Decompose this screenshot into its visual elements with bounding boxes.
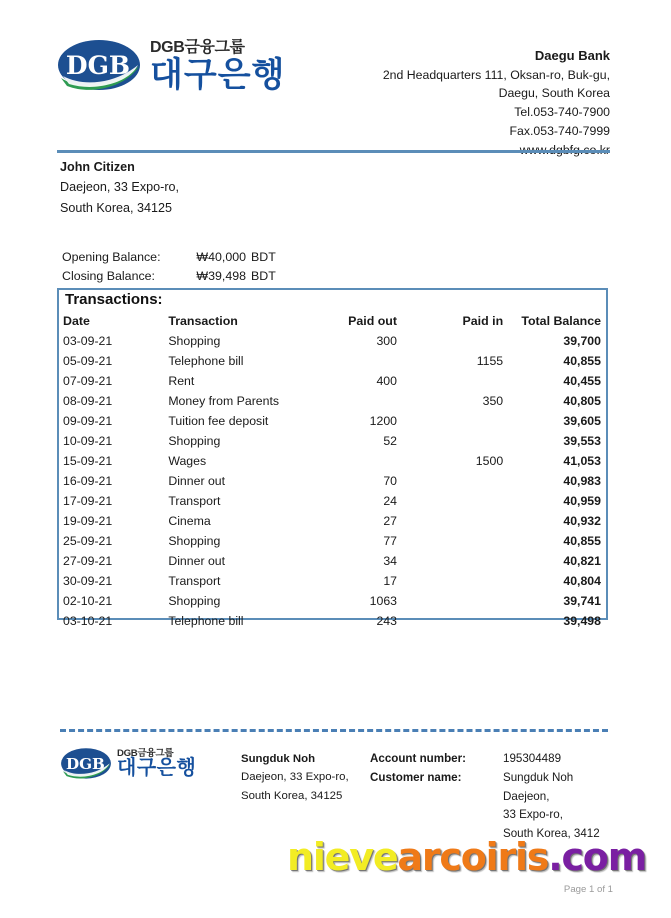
cell-paid-in — [415, 331, 515, 351]
cell-paid-out: 400 — [376, 374, 397, 388]
cell-total-balance: 39,741 — [563, 594, 601, 608]
bank-logo — [57, 38, 285, 94]
cell-paid-in — [415, 551, 515, 571]
cell-date: 19-09-21 — [63, 514, 113, 528]
cell-date: 07-09-21 — [63, 374, 113, 388]
bank-address-block — [383, 46, 610, 159]
table-row — [63, 411, 605, 431]
cell-total-balance: 40,821 — [563, 554, 601, 568]
table-row — [63, 611, 605, 631]
cell-date: 08-09-21 — [63, 394, 113, 408]
cell-paid-in: 1155 — [476, 354, 504, 368]
cell-transaction: Telephone bill — [168, 354, 244, 368]
account-details-labels — [370, 750, 503, 844]
customer-name-value: Sungduk Noh — [503, 770, 574, 784]
cell-date: 03-09-21 — [63, 334, 113, 348]
cell-paid-in — [415, 531, 515, 551]
account-holder-address-line-1: Daejeon, 33 Expo-ro, — [241, 771, 349, 784]
table-row — [63, 391, 605, 411]
column-header-paid-out: Paid out — [348, 314, 397, 328]
table-row — [63, 331, 605, 351]
cell-paid-in — [415, 571, 515, 591]
cell-date: 03-10-21 — [63, 614, 113, 628]
cell-paid-out: 300 — [376, 334, 397, 348]
table-row — [63, 511, 605, 531]
svg-text:DGB: DGB — [65, 51, 131, 80]
cell-transaction: Shopping — [168, 434, 221, 448]
transactions-title: Transactions: — [65, 291, 163, 308]
customer-address-line-2: South Korea, 34125 — [60, 200, 173, 215]
cell-transaction: Tuition fee deposit — [168, 414, 269, 428]
cell-total-balance: 40,932 — [563, 514, 601, 528]
table-row — [63, 451, 605, 471]
closing-balance-row — [62, 267, 276, 286]
dgb-logo-icon — [57, 38, 141, 94]
cell-date: 30-09-21 — [63, 574, 113, 588]
cell-paid-out: 77 — [383, 534, 397, 548]
customer-name: John Citizen — [60, 160, 135, 174]
column-header-paid-in: Paid in — [462, 314, 504, 328]
cell-date: 16-09-21 — [63, 474, 113, 488]
cell-paid-in: 350 — [482, 394, 504, 408]
cell-transaction: Shopping — [168, 534, 221, 548]
cell-transaction: Wages — [168, 454, 207, 468]
cell-total-balance: 39,700 — [563, 334, 601, 348]
customer-address-value-1: Daejeon, — [503, 789, 550, 803]
bank-fax: Fax.053-740-7999 — [509, 123, 610, 138]
account-holder-address-line-2: South Korea, 34125 — [241, 789, 343, 802]
opening-balance-amount: ₩40,000 — [196, 250, 246, 264]
cell-total-balance: 40,805 — [563, 394, 601, 408]
cell-paid-in — [415, 511, 515, 531]
cell-paid-in — [415, 471, 515, 491]
cell-total-balance: 40,455 — [563, 374, 601, 388]
opening-balance-currency: BDT — [251, 250, 276, 264]
cell-paid-out: 70 — [383, 474, 397, 488]
cell-transaction: Telephone bill — [168, 614, 244, 628]
cell-paid-in — [415, 411, 515, 431]
column-header-total-balance: Total Balance — [521, 314, 601, 328]
customer-address-value-3: South Korea, 3412 — [503, 827, 600, 841]
column-header-date: Date — [63, 314, 90, 328]
cell-total-balance: 39,605 — [563, 414, 601, 428]
table-row — [63, 531, 605, 551]
balance-summary — [62, 248, 276, 285]
cell-paid-out: 34 — [383, 554, 397, 568]
cell-date: 27-09-21 — [63, 554, 113, 568]
svg-text:DGB: DGB — [65, 754, 105, 773]
logo-korean-main: 대구은행 — [150, 55, 286, 94]
table-row — [63, 551, 605, 571]
account-holder-name: Sungduk Noh — [241, 753, 316, 765]
table-row — [63, 351, 605, 371]
cell-paid-out: 27 — [383, 514, 397, 528]
cell-paid-out: 52 — [383, 434, 397, 448]
customer-address-block — [60, 157, 179, 218]
account-details-values — [503, 750, 600, 844]
site-watermark — [287, 835, 647, 879]
cell-date: 15-09-21 — [63, 454, 113, 468]
account-number-value: 195304489 — [503, 752, 562, 765]
customer-name-label: Customer name: — [370, 770, 462, 784]
closing-balance-amount: ₩39,498 — [196, 268, 246, 283]
cell-paid-in — [415, 371, 515, 391]
cell-date: 25-09-21 — [63, 534, 113, 548]
table-row — [63, 591, 605, 611]
watermark-part-2: arcoiris — [397, 835, 549, 879]
cell-transaction: Shopping — [168, 334, 221, 348]
cell-paid-out: 24 — [383, 494, 397, 508]
cell-paid-out — [299, 351, 416, 371]
cell-total-balance: 41,053 — [563, 454, 601, 468]
bank-address-line-2: Daegu, South Korea — [498, 86, 610, 101]
header-divider — [57, 150, 610, 153]
table-row — [63, 471, 605, 491]
bank-address-line-1: 2nd Headquarters 111, Oksan-ro, Buk-gu, — [382, 67, 610, 82]
cell-transaction: Shopping — [168, 594, 221, 608]
opening-balance-label: Opening Balance: — [62, 250, 161, 264]
cell-transaction: Transport — [168, 494, 221, 508]
transactions-body — [63, 331, 605, 631]
table-header-row — [63, 314, 605, 331]
cell-total-balance: 40,855 — [563, 534, 601, 548]
table-row — [63, 571, 605, 591]
cell-date: 02-10-21 — [63, 594, 113, 608]
cell-paid-out — [299, 451, 416, 471]
bank-telephone: Tel.053-740-7900 — [514, 105, 610, 120]
cell-paid-out: 1063 — [369, 594, 397, 608]
table-row — [63, 431, 605, 451]
cell-transaction: Dinner out — [168, 474, 226, 488]
cell-paid-in — [415, 611, 515, 631]
transactions-panel — [57, 288, 608, 628]
footer-logo-korean-main: 대구은행 — [117, 757, 197, 780]
footer-logo-wordmark — [117, 749, 196, 780]
column-header-transaction: Transaction — [168, 314, 238, 328]
cell-transaction: Money from Parents — [168, 394, 280, 408]
logo-korean-top: DGB금융그룹 — [150, 38, 245, 56]
account-holder-address — [241, 750, 349, 805]
bank-logo-wordmark — [150, 40, 285, 93]
cell-total-balance: 40,855 — [563, 354, 601, 368]
cell-paid-in — [415, 591, 515, 611]
cell-paid-out: 17 — [383, 574, 397, 588]
bank-name: Daegu Bank — [534, 48, 610, 63]
footer-bank-logo — [60, 747, 196, 781]
watermark-part-3: .com — [548, 835, 647, 879]
document-header — [57, 36, 610, 146]
table-row — [63, 371, 605, 391]
cell-total-balance: 40,804 — [563, 574, 601, 588]
cell-date: 05-09-21 — [63, 354, 113, 368]
footer-divider — [60, 729, 608, 732]
cell-paid-out: 243 — [376, 614, 397, 628]
closing-balance-currency: BDT — [251, 268, 276, 283]
footer-dgb-logo-icon — [60, 747, 112, 781]
page-number: Page 1 of 1 — [563, 884, 613, 895]
cell-transaction: Cinema — [168, 514, 211, 528]
watermark-part-1: nieve — [287, 835, 398, 879]
account-details — [370, 750, 600, 844]
customer-address-line-1: Daejeon, 33 Expo-ro, — [60, 180, 180, 195]
cell-date: 09-09-21 — [63, 414, 113, 428]
customer-address-value-2: 33 Expo-ro, — [503, 808, 563, 822]
cell-transaction: Dinner out — [168, 554, 226, 568]
table-row — [63, 491, 605, 511]
cell-paid-in — [415, 431, 515, 451]
opening-balance-row — [62, 248, 276, 267]
cell-paid-in: 1500 — [475, 454, 504, 468]
cell-total-balance: 39,553 — [563, 434, 601, 448]
cell-date: 10-09-21 — [63, 434, 113, 448]
footer-logo-korean-top: DGB금융그룹 — [117, 747, 174, 759]
transactions-table — [63, 314, 605, 631]
cell-total-balance: 39,498 — [563, 614, 601, 628]
cell-paid-out — [299, 391, 416, 411]
cell-transaction: Transport — [168, 574, 221, 588]
cell-paid-in — [415, 491, 515, 511]
cell-transaction: Rent — [168, 374, 195, 388]
cell-total-balance: 40,959 — [563, 494, 601, 508]
closing-balance-label: Closing Balance: — [62, 268, 155, 283]
account-number-label: Account number: — [370, 752, 466, 765]
cell-total-balance: 40,983 — [563, 474, 601, 488]
cell-paid-out: 1200 — [369, 414, 397, 428]
cell-date: 17-09-21 — [63, 494, 113, 508]
